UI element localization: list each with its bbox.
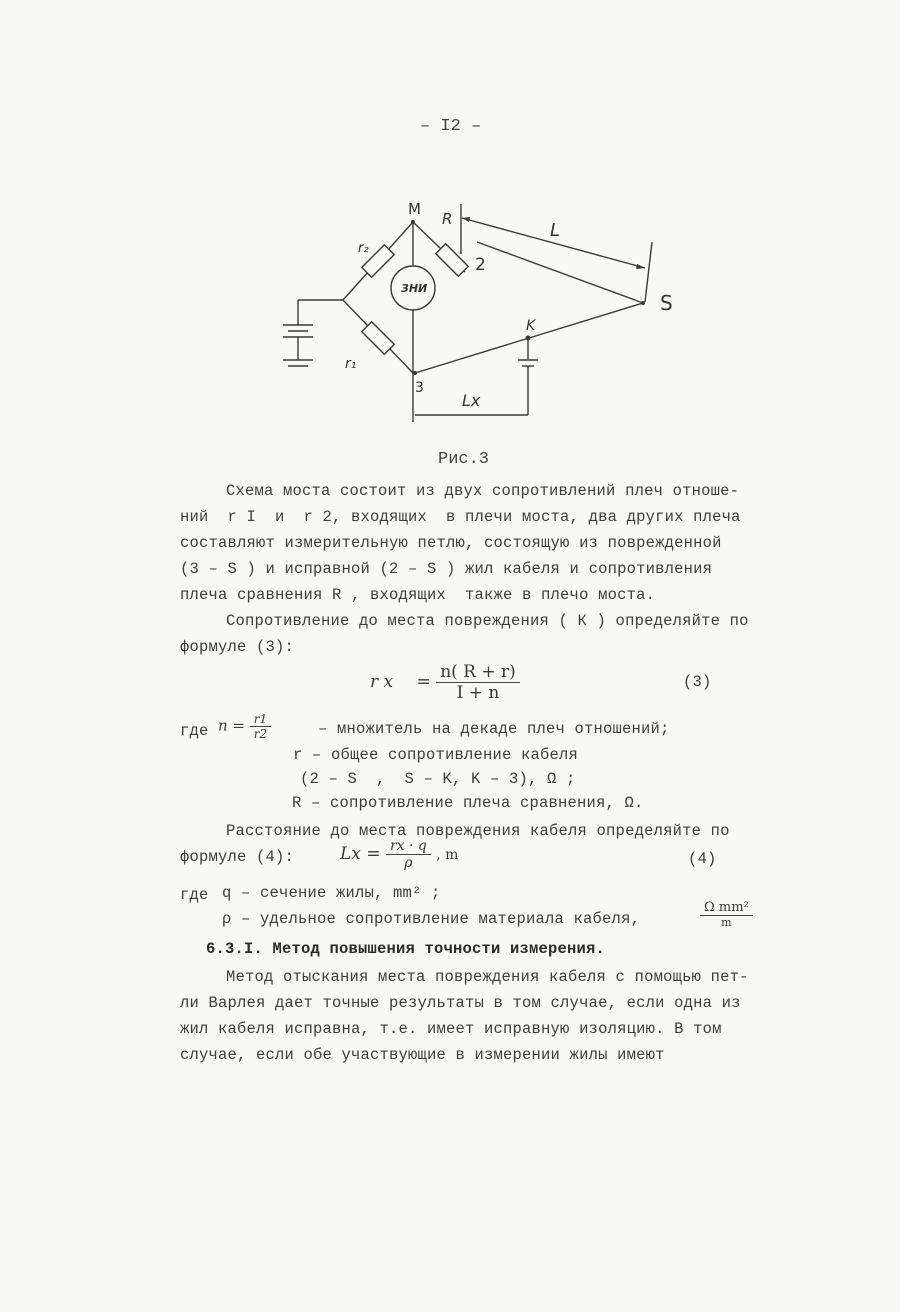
text-line: Расстояние до места повреждения кабеля определяйте по [226, 822, 730, 840]
formula-3-denominator: I + n [456, 683, 500, 703]
label-K: K [526, 318, 536, 334]
n-definition [218, 712, 271, 741]
formula-4 [340, 838, 458, 871]
bridge-circuit-diagram [250, 180, 700, 440]
label-galvanometer: ЗНИ [401, 282, 428, 295]
formula-3-number: (3) [683, 673, 712, 691]
label-Lx: Lx [462, 391, 481, 410]
text-line: r – общее сопротивление кабеля [293, 746, 579, 764]
rho-unit-numerator: Ω mm² [700, 900, 753, 916]
section-heading: 6.3.I. Метод повышения точности измерения. [206, 940, 606, 958]
formula-4-lhs: Lx = [340, 844, 381, 864]
label-R: R [442, 210, 453, 228]
text-line: (2 – S , S – K, K – 3), Ω ; [300, 770, 576, 788]
formula-3-fraction [436, 662, 520, 703]
text-line: q – сечение жилы, mm² ; [222, 884, 441, 902]
formula-3-lhs: r x [370, 672, 394, 692]
n-denominator: r2 [253, 727, 268, 741]
text-line: формуле (4): [180, 848, 295, 866]
text-line: формуле (3): [180, 638, 295, 656]
text-line: ли Варлея дает точные результаты в том случае, если одна из [180, 994, 741, 1012]
text-line: Схема моста состоит из двух сопротивлений плеч отноше- [226, 482, 740, 500]
resistor-R [436, 244, 469, 277]
formula-4-number: (4) [688, 850, 717, 868]
formula-4-numerator: rx · q [386, 838, 431, 855]
n-numerator: r1 [250, 712, 271, 727]
where-label: где [180, 886, 209, 904]
n-fraction [250, 712, 271, 741]
label-3: 3 [415, 380, 424, 396]
rho-unit-denominator: m [721, 916, 732, 929]
page-number: – I2 – [420, 117, 482, 136]
formula-3-numerator: n( R + r) [436, 662, 520, 683]
n-def-lhs: n = [218, 716, 245, 735]
label-r1: r₁ [345, 356, 357, 372]
label-S: S [660, 291, 673, 315]
label-2: 2 [475, 255, 486, 275]
formula-3 [370, 662, 520, 703]
label-M: M [408, 200, 421, 218]
text-line: случае, если обе участвующие в измерении жилы имеют [180, 1046, 665, 1064]
formula-4-unit: , m [436, 847, 459, 863]
resistor-r1 [362, 322, 395, 355]
text-line: жил кабеля исправна, т.е. имеет исправную изоляцию. В том [180, 1020, 722, 1038]
text-line: (3 – S ) и исправной (2 – S ) жил кабеля и сопротивления [180, 560, 713, 578]
text-line: R – сопротивление плеча сравнения, Ω. [292, 794, 644, 812]
formula-4-fraction [386, 838, 431, 871]
label-L: L [550, 220, 561, 241]
text-line: ний r I и r 2, входящих в плечи моста, два других плеча [180, 508, 741, 526]
formula-4-denominator: ρ [404, 855, 413, 871]
text-line: ρ – удельное сопротивление материала кабеля, [222, 910, 641, 928]
text-line: – множитель на декаде плеч отношений; [318, 720, 670, 738]
text-line: Метод отыскания места повреждения кабеля с помощью пет- [226, 968, 749, 986]
where-label: где [180, 722, 209, 740]
rho-unit [700, 900, 753, 929]
formula-3-eq: = [416, 672, 431, 692]
text-line: Сопротивление до места повреждения ( К ) определяйте по [226, 612, 749, 630]
rho-unit-fraction [700, 900, 753, 929]
text-line: составляют измерительную петлю, состоящую из поврежденной [180, 534, 722, 552]
wire-2-S [477, 242, 643, 303]
text-line: плеча сравнения R , входящих также в плечо моста. [180, 586, 656, 604]
label-r2: r₂ [358, 241, 369, 256]
figure-caption: Рис.3 [438, 450, 490, 469]
